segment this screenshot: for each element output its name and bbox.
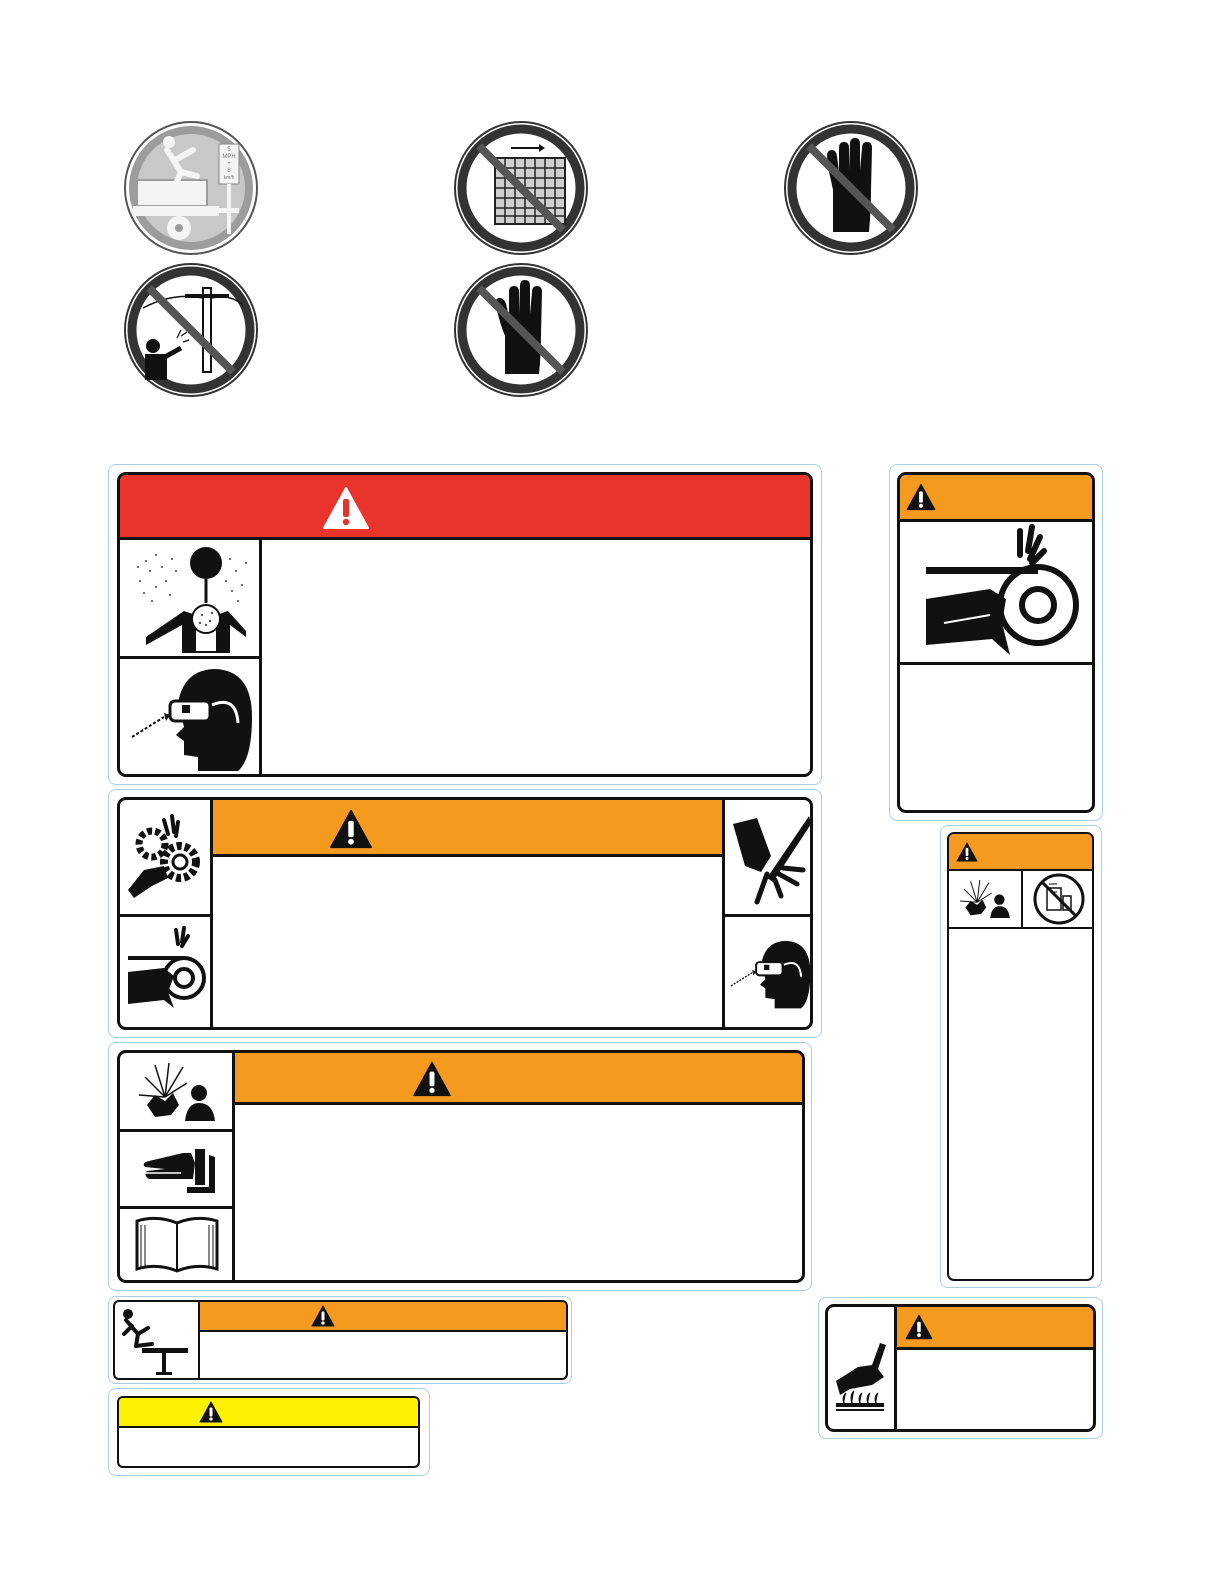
speed-sign-text-4: 8: [227, 168, 231, 174]
warning-header: [900, 475, 1092, 519]
warning-triangle-icon: [199, 1401, 223, 1423]
divider: [119, 1426, 418, 1428]
divider: [120, 1206, 234, 1209]
divider: [120, 656, 260, 659]
manual-book-icon: [125, 1211, 229, 1281]
explosion-icon: [951, 872, 1019, 926]
no-hand-sign-2: [453, 262, 589, 398]
warning-header: [949, 834, 1092, 869]
divider: [1021, 869, 1023, 928]
warning-header: [896, 1307, 1096, 1347]
roller-pinch-icon: [124, 924, 208, 1024]
no-power-lines-icon: [123, 262, 259, 398]
warning-hot-decal: [825, 1304, 1096, 1432]
cutting-hand-icon: [727, 808, 813, 908]
person-falling-from-trailer-icon: [123, 120, 259, 256]
warning-triangle-icon: [906, 483, 936, 511]
speed-sign-text-1: 5: [227, 147, 231, 153]
no-grate-arrow-icon: [453, 120, 589, 256]
divider: [120, 537, 810, 540]
divider: [894, 1307, 897, 1432]
speed-sign-text-3: +: [227, 161, 231, 167]
caution-header: [119, 1398, 418, 1426]
danger-header: [120, 475, 810, 537]
caution-decal: [117, 1396, 420, 1468]
warning-triangle-icon: [329, 809, 373, 849]
warning-triangle-icon: [322, 486, 370, 530]
warning-triangle-icon: [412, 1061, 452, 1097]
explosion-icon: [125, 1057, 229, 1127]
warning-header: [199, 1302, 568, 1330]
no-hand-icon: [783, 120, 919, 256]
warning-header: [234, 1053, 805, 1103]
divider: [722, 914, 813, 917]
eye-protection-goggles-icon: [126, 663, 256, 775]
divider: [232, 1053, 235, 1283]
warning-fall-decal: [113, 1300, 568, 1380]
falling-person-icon: [118, 1304, 196, 1378]
inhale-dust-icon: [126, 541, 256, 653]
gear-entanglement-icon: [124, 808, 208, 908]
hot-surface-hand-icon: [832, 1337, 892, 1427]
warning-triangle-icon: [956, 842, 978, 862]
divider: [120, 1129, 234, 1132]
no-grid-sign: [453, 120, 589, 256]
warning-triangle-icon: [905, 1314, 933, 1340]
speed-sign-text-5: km/h: [223, 175, 235, 181]
no-hand-sign-1: [783, 120, 919, 256]
no-hand-icon: [453, 262, 589, 398]
gloves-icon: [125, 1135, 229, 1205]
warning-roller-decal: [897, 472, 1095, 813]
no-riders-sign: [123, 120, 259, 256]
divider: [900, 519, 1092, 522]
divider: [198, 1302, 200, 1380]
warning-explosion-decal: [117, 1050, 805, 1283]
no-power-lines-sign: [123, 262, 259, 398]
divider: [234, 1102, 805, 1105]
danger-dust-decal: [117, 472, 813, 777]
divider: [900, 662, 1092, 665]
divider: [896, 1347, 1096, 1350]
warning-header: [212, 800, 722, 854]
speed-sign-text-2: MPH: [222, 154, 236, 160]
eye-protection-goggles-icon: [727, 924, 813, 1024]
divider: [199, 1330, 568, 1332]
warning-entanglement-decal: [117, 797, 813, 1030]
roller-pinch-icon: [910, 523, 1090, 659]
warning-triangle-icon: [311, 1305, 335, 1327]
divider: [120, 914, 212, 917]
warning-explosion-small-decal: [947, 832, 1094, 1281]
divider: [212, 854, 722, 857]
no-container-icon: [1031, 872, 1087, 926]
